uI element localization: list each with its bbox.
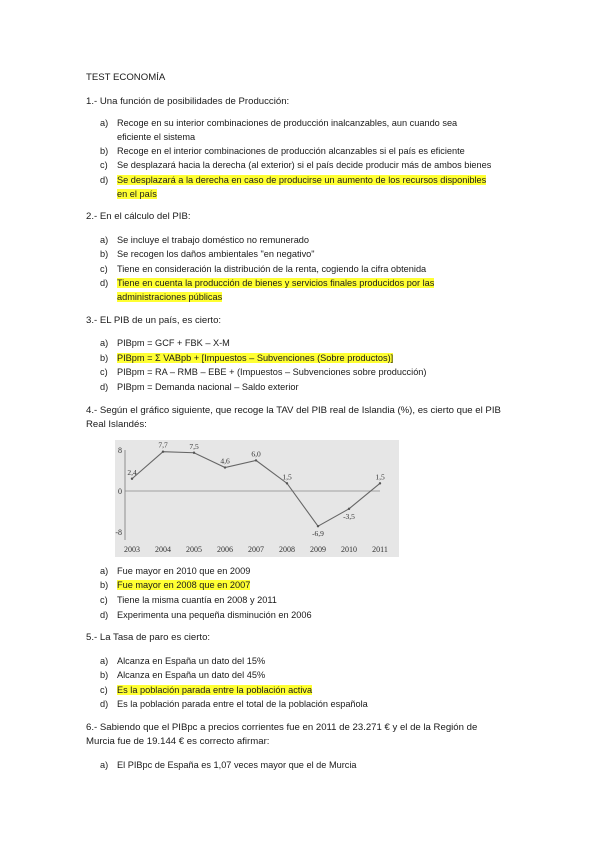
data-label: 4,6 — [220, 456, 230, 466]
question-text: 2.- En el cálculo del PIB: — [86, 211, 191, 222]
data-point — [317, 525, 319, 527]
y-tick-label: -8 — [115, 527, 122, 537]
data-point — [193, 452, 195, 454]
page-title: TEST ECONOMÍA — [86, 72, 166, 83]
x-tick-label: 2003 — [124, 545, 140, 554]
data-label: -6,9 — [312, 529, 324, 539]
data-point — [348, 508, 350, 510]
question-2 — [86, 211, 191, 222]
data-point — [286, 482, 288, 484]
x-tick-label: 2010 — [341, 545, 357, 554]
question-text: 5.- La Tasa de paro es cierto: — [86, 632, 211, 643]
x-tick-label: 2006 — [217, 545, 233, 554]
data-label: -3,5 — [343, 511, 355, 521]
data-point — [131, 478, 133, 480]
data-label: 2,4 — [127, 467, 137, 477]
x-tick-label: 2007 — [248, 545, 264, 554]
x-tick-label: 2008 — [279, 545, 295, 554]
question-1 — [86, 96, 289, 107]
question-3 — [86, 315, 221, 326]
question-4 — [86, 404, 501, 432]
tav-pib-chart — [115, 440, 399, 557]
data-label: 1,5 — [375, 472, 385, 482]
question-text: Murcia fue de 19.144 € es correcto afirmar: — [86, 736, 270, 747]
data-point — [255, 459, 257, 461]
y-tick-label: 0 — [118, 487, 122, 496]
question-text: 4.- Según el gráfico siguiente, que recoge la TAV del PIB real de Islandia (%), es cierto que el PIB — [86, 405, 501, 416]
data-label: 1,5 — [282, 472, 292, 482]
x-tick-label: 2004 — [155, 545, 171, 554]
question-5 — [86, 632, 210, 643]
question-text: 1.- Una función de posibilidades de Producción: — [86, 96, 290, 107]
question-text: 6.- Sabiendo que el PIBpc a precios corrientes fue en 2011 de 23.271 € y el de la Región de — [86, 722, 478, 733]
y-tick-label: 8 — [118, 446, 122, 456]
question-text: Real Islandés: — [86, 419, 147, 430]
x-tick-label: 2009 — [310, 545, 326, 554]
data-point — [224, 466, 226, 468]
question-text: 3.- EL PIB de un país, es cierto: — [86, 315, 222, 326]
data-label: 7,7 — [158, 440, 168, 450]
data-point — [162, 451, 164, 453]
x-tick-label: 2005 — [186, 545, 202, 554]
data-label: 6,0 — [251, 449, 261, 459]
question-6 — [86, 721, 477, 749]
x-tick-label: 2011 — [372, 545, 388, 554]
data-point — [379, 482, 381, 484]
data-label: 7,5 — [189, 441, 199, 451]
